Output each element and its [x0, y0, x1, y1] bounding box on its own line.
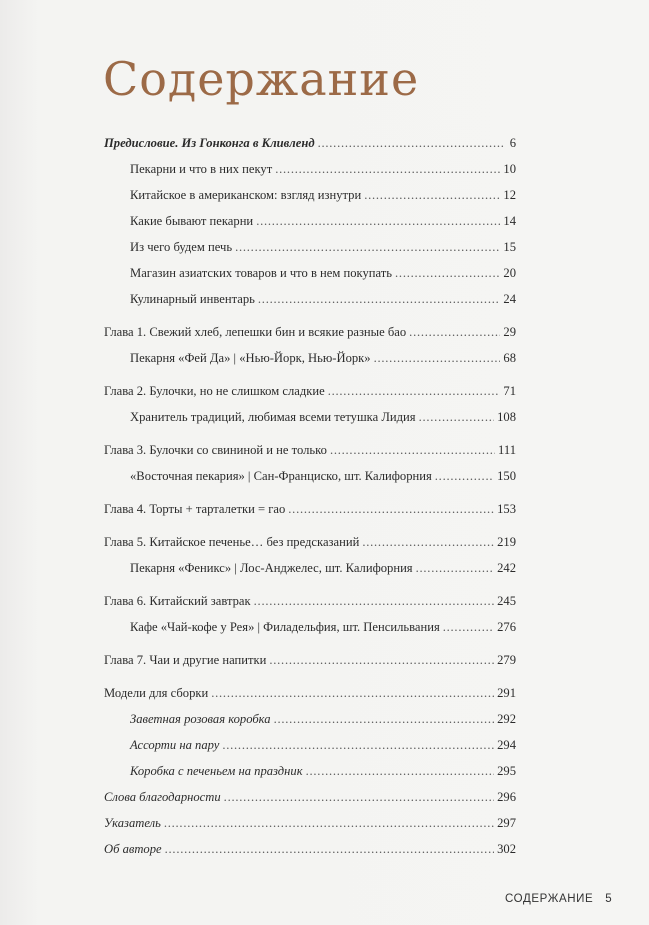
toc-page-number: 20	[503, 266, 516, 280]
toc-page-number: 279	[497, 653, 516, 667]
toc-entry-title: Из чего будем печь	[130, 240, 233, 254]
toc-entry-title: Кулинарный инвентарь	[130, 292, 255, 306]
toc-entry[interactable]	[104, 839, 516, 859]
toc-page-number: 295	[497, 764, 516, 778]
toc-page-number: 68	[503, 351, 516, 365]
toc-entry[interactable]	[130, 558, 516, 578]
toc-dot-leader	[256, 211, 500, 231]
toc-page-number: 245	[497, 594, 516, 608]
toc-entry-title: Пекарня «Фей Да» | «Нью-Йорк, Нью-Йорк»	[130, 351, 371, 365]
toc-page-number: 71	[503, 384, 516, 398]
toc-entry-title: Кафе «Чай-кофе у Рея» | Филадельфия, шт. Пенсильвания	[130, 620, 440, 634]
toc-entry[interactable]	[104, 499, 516, 519]
toc-entry-title: Глава 2. Булочки, но не слишком сладкие	[104, 384, 325, 398]
toc-page-number: 14	[503, 214, 516, 228]
toc-entry-title: Пекарни и что в них пекут	[130, 162, 273, 176]
toc-entry[interactable]	[130, 211, 516, 231]
toc-entry[interactable]	[104, 381, 516, 401]
footer-page-number: 5	[605, 893, 613, 905]
toc-page-number: 153	[497, 502, 516, 516]
running-footer	[505, 893, 612, 905]
toc-entry-title: Об авторе	[104, 842, 162, 856]
toc-entry[interactable]	[104, 322, 516, 342]
toc-dot-leader	[362, 532, 494, 552]
toc-page-number: 296	[497, 790, 516, 804]
toc-entry-title: Глава 3. Булочки со свининой и не только	[104, 443, 327, 457]
toc-entry[interactable]	[130, 289, 516, 309]
toc-dot-leader	[435, 466, 494, 486]
toc-dot-leader	[306, 761, 495, 781]
toc-page-number: 276	[497, 620, 516, 634]
toc-entry[interactable]	[104, 133, 516, 153]
toc-entry[interactable]	[130, 617, 516, 637]
toc-page-number: 10	[503, 162, 516, 176]
toc-entry[interactable]	[104, 532, 516, 552]
toc-entry-title: «Восточная пекария» | Сан-Франциско, шт. Калифорния	[130, 469, 432, 483]
toc-dot-leader	[164, 813, 494, 833]
toc-entry-title: Глава 1. Свежий хлеб, лепешки бин и всякие разные бао	[104, 325, 407, 339]
toc-entry[interactable]	[130, 761, 516, 781]
toc-dot-leader	[274, 709, 495, 729]
toc-entry[interactable]	[130, 348, 516, 368]
toc-entry-title: Глава 7. Чаи и другие напитки	[104, 653, 267, 667]
toc-entry[interactable]	[130, 466, 516, 486]
toc-entry-title: Коробка с печеньем на праздник	[130, 764, 303, 778]
toc-entry-title: Модели для сборки	[104, 686, 209, 700]
toc-page-number: 242	[497, 561, 516, 575]
toc-entry[interactable]	[130, 237, 516, 257]
page-title: Содержание	[103, 52, 420, 106]
toc-dot-leader	[416, 558, 495, 578]
toc-page-number: 24	[503, 292, 516, 306]
toc-entry-title: Магазин азиатских товаров и что в нем покупать	[130, 266, 393, 280]
toc-page-number: 294	[497, 738, 516, 752]
toc-dot-leader	[318, 133, 505, 153]
toc-dot-leader	[330, 440, 495, 460]
toc-dot-leader	[409, 322, 500, 342]
toc-entry[interactable]	[104, 591, 516, 611]
toc-dot-leader	[165, 839, 494, 859]
toc-page-number: 292	[497, 712, 516, 726]
toc-dot-leader	[269, 650, 494, 670]
toc-entry-title: Слова благодарности	[104, 790, 221, 804]
toc-dot-leader	[328, 381, 501, 401]
toc-entry-title: Ассорти на пару	[130, 738, 220, 752]
toc-entry-title: Пекарня «Феникс» | Лос-Анджелес, шт. Калифорния	[130, 561, 413, 575]
toc-entry[interactable]	[130, 735, 516, 755]
toc-entry[interactable]	[104, 440, 516, 460]
toc-entry[interactable]	[104, 650, 516, 670]
toc-entry-title: Хранитель традиций, любимая всеми тетушка Лидия	[130, 410, 416, 424]
toc-entry[interactable]	[104, 787, 516, 807]
toc-entry[interactable]	[104, 813, 516, 833]
toc-entry-title: Предисловие. Из Гонконга в Кливленд	[104, 136, 315, 150]
toc-page-number: 219	[497, 535, 516, 549]
toc-entry-title: Указатель	[104, 816, 161, 830]
toc-dot-leader	[254, 591, 494, 611]
toc-dot-leader	[275, 159, 500, 179]
toc-entry[interactable]	[130, 185, 516, 205]
toc-entry-title: Глава 4. Торты + тарталетки = гао	[104, 502, 286, 516]
toc-entry[interactable]	[130, 159, 516, 179]
toc-dot-leader	[211, 683, 494, 703]
toc-dot-leader	[374, 348, 501, 368]
toc-entry[interactable]	[130, 407, 516, 427]
toc-page-number: 297	[497, 816, 516, 830]
toc-dot-leader	[224, 787, 494, 807]
toc-entry[interactable]	[104, 683, 516, 703]
toc-page-number: 6	[509, 136, 516, 150]
toc-dot-leader	[258, 289, 501, 309]
toc-dot-leader	[419, 407, 495, 427]
toc-page-number: 29	[503, 325, 516, 339]
toc-dot-leader	[364, 185, 500, 205]
toc-entry-title: Заветная розовая коробка	[130, 712, 271, 726]
toc-entry-title: Китайское в американском: взгляд изнутри	[130, 188, 362, 202]
toc-entry[interactable]	[130, 263, 516, 283]
toc-dot-leader	[222, 735, 494, 755]
toc-entry-title: Глава 6. Китайский завтрак	[104, 594, 251, 608]
toc-page-number: 12	[503, 188, 516, 202]
toc-page-number: 108	[497, 410, 516, 424]
toc-page-number: 150	[497, 469, 516, 483]
toc-entry-title: Глава 5. Китайское печенье… без предсказаний	[104, 535, 360, 549]
toc-page-number: 111	[498, 443, 516, 457]
toc-dot-leader	[395, 263, 500, 283]
toc-page-number: 15	[503, 240, 516, 254]
toc-entry-title: Какие бывают пекарни	[130, 214, 254, 228]
toc-dot-leader	[443, 617, 494, 637]
toc-entry[interactable]	[130, 709, 516, 729]
toc-page-number: 302	[497, 842, 516, 856]
toc-dot-leader	[288, 499, 494, 519]
toc-dot-leader	[235, 237, 500, 257]
toc-page-number: 291	[497, 686, 516, 700]
footer-section-label: СОДЕРЖАНИЕ	[505, 893, 594, 905]
